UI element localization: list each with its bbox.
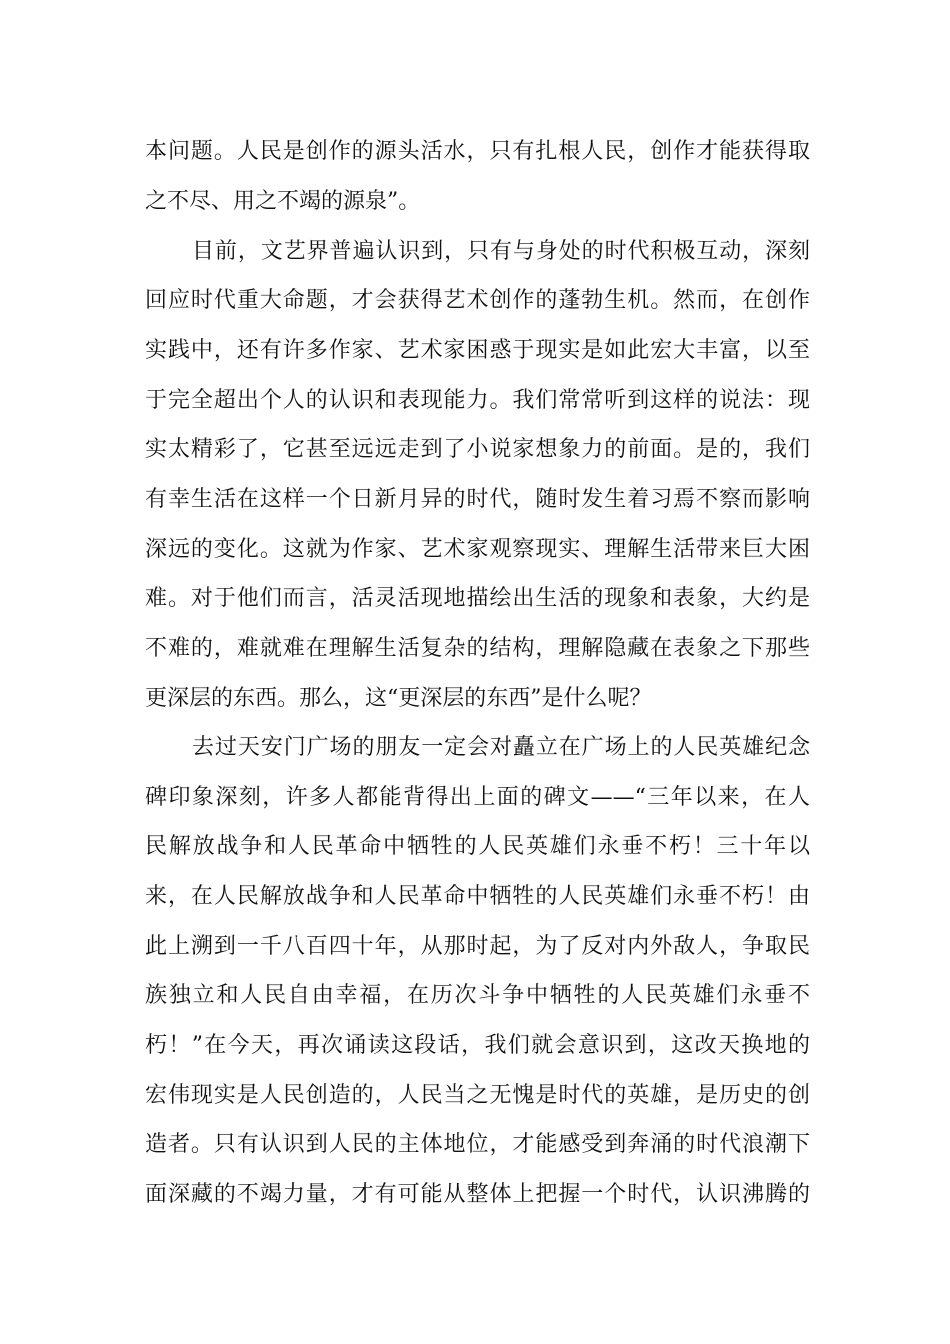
- text-line-20: 宏伟现实是人民创造的，人民当之无愧是时代的英雄，是历史的创: [145, 1083, 810, 1108]
- text-line-15: 民解放战争和人民革命中牺牲的人民英雄们永垂不朽！三十年以: [145, 834, 810, 859]
- text-line-12: 更深层的东西。那么，这“更深层的东西”是什么呢？: [145, 686, 652, 711]
- text-line-16: 来，在人民解放战争和人民革命中牺牲的人民英雄们永垂不朽！由: [145, 884, 810, 909]
- text-line-8: 有幸生活在这样一个日新月异的时代，随时发生着习焉不察而影响: [145, 487, 810, 512]
- text-line-22: 面深藏的不竭力量，才有可能从整体上把握一个时代，认识沸腾的: [145, 1182, 810, 1207]
- text-line-1: 本问题。人民是创作的源头活水，只有扎根人民，创作才能获得取: [145, 139, 810, 164]
- text-line-7: 实太精彩了，它甚至远远走到了小说家想象力的前面。是的，我们: [145, 437, 810, 462]
- text-line-10: 难。对于他们而言，活灵活现地描绘出生活的现象和表象，大约是: [145, 586, 810, 611]
- text-line-14: 碑印象深刻，许多人都能背得出上面的碑文——“三年以来，在人: [145, 785, 810, 810]
- text-line-17: 此上溯到一千八百四十年，从那时起，为了反对内外敌人，争取民: [145, 934, 810, 959]
- text-line-19: 朽！”在今天，再次诵读这段话，我们就会意识到，这改天换地的: [145, 1033, 810, 1058]
- text-line-21: 造者。只有认识到人民的主体地位，才能感受到奔涌的时代浪潮下: [145, 1132, 810, 1157]
- text-line-18: 族独立和人民自由幸福，在历次斗争中牺牲的人民英雄们永垂不: [145, 983, 810, 1008]
- text-line-5: 实践中，还有许多作家、艺术家困惑于现实是如此宏大丰富，以至: [145, 338, 810, 363]
- text-line-13: 去过天安门广场的朋友一定会对矗立在广场上的人民英雄纪念: [192, 735, 810, 760]
- text-line-4: 回应时代重大命题，才会获得艺术创作的蓬勃生机。然而，在创作: [145, 288, 810, 313]
- text-line-11: 不难的，难就难在理解生活复杂的结构，理解隐藏在表象之下那些: [145, 636, 810, 661]
- text-line-3: 目前，文艺界普遍认识到，只有与身处的时代积极互动，深刻: [192, 239, 810, 264]
- text-line-2: 之不尽、用之不竭的源泉”。: [145, 189, 421, 214]
- text-line-9: 深远的变化。这就为作家、艺术家观察现实、理解生活带来巨大困: [145, 537, 810, 562]
- text-line-6: 于完全超出个人的认识和表现能力。我们常常听到这样的说法：现: [145, 388, 810, 413]
